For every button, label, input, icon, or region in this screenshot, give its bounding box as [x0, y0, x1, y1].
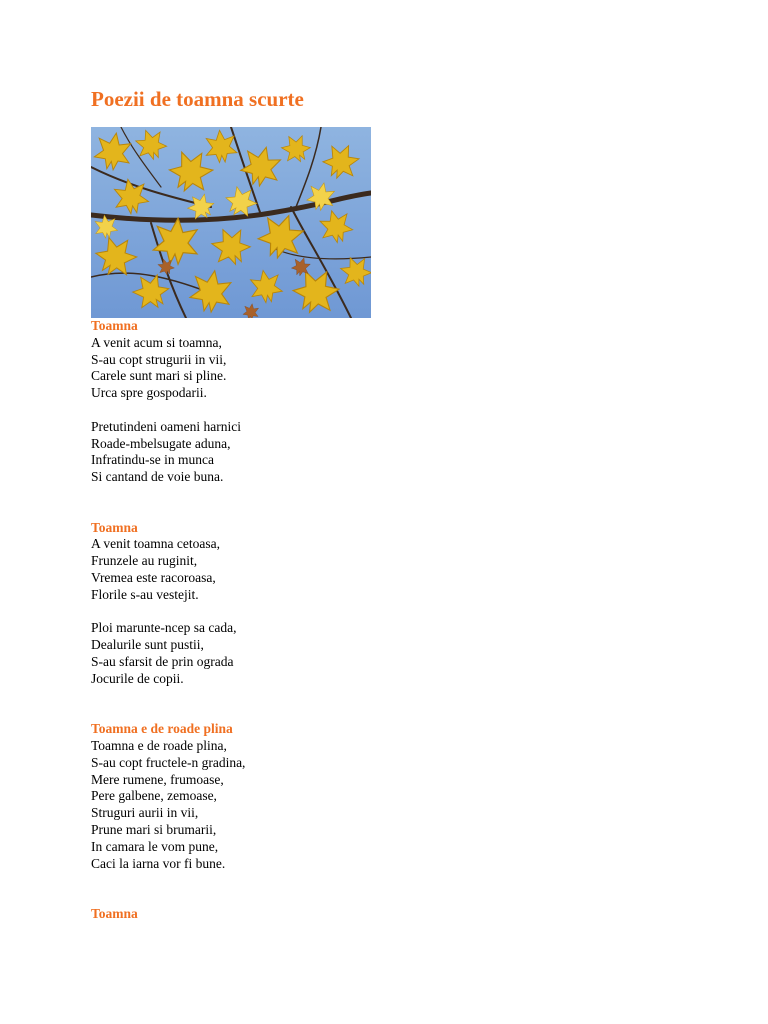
poem-line: Mere rumene, frumoase, [91, 771, 224, 787]
poem-line: Pretutindeni oameni harnici [91, 418, 241, 434]
poem-line: Infratindu-se in munca [91, 452, 214, 468]
poem-line: Vremea este racoroasa, [91, 569, 216, 585]
poem-line: Urca spre gospodarii. [91, 385, 207, 401]
poem-line: S-au copt strugurii in vii, [91, 351, 227, 367]
poem-line: Pere galbene, zemoase, [91, 788, 217, 804]
poem-separator [91, 688, 691, 722]
page-title: Poezii de toamna scurte [91, 87, 304, 111]
poem-line: A venit toamna cetoasa, [91, 536, 220, 552]
poem-line: Si cantand de voie buna. [91, 469, 224, 485]
poem-line: In camara le vom pune, [91, 838, 219, 854]
poem-line: Struguri aurii in vii, [91, 805, 199, 821]
poem [91, 318, 691, 486]
poem-separator [91, 486, 691, 520]
poem-separator [91, 872, 691, 906]
poem-line: Ploi marunte-ncep sa cada, [91, 620, 237, 636]
autumn-leaves-photo-icon [91, 127, 371, 318]
poem-line: Roade-mbelsugate aduna, [91, 435, 231, 451]
poem-line: Caci la iarna vor fi bune. [91, 855, 226, 871]
stanza-separator [91, 402, 691, 419]
poem-title: Toamna [91, 905, 138, 921]
poem-line: Toamna e de roade plina, [91, 737, 227, 753]
poem-line: Prune mari si brumarii, [91, 821, 217, 837]
poem-line: S-au copt fructele-n gradina, [91, 754, 246, 770]
stanza-separator [91, 604, 691, 621]
poem-line: Frunzele au ruginit, [91, 553, 198, 569]
poem-line: A venit acum si toamna, [91, 334, 222, 350]
poem [91, 520, 691, 688]
poem-line: Carele sunt mari si pline. [91, 368, 227, 384]
poem [91, 906, 691, 923]
poem [91, 721, 691, 872]
poems-container [91, 318, 691, 923]
poem-line: Jocurile de copii. [91, 670, 184, 686]
poem-line: Florile s-au vestejit. [91, 586, 199, 602]
poem-title: Toamna [91, 318, 138, 333]
poem-line: Dealurile sunt pustii, [91, 637, 204, 653]
poem-title: Toamna [91, 519, 138, 535]
poem-title: Toamna e de roade plina [91, 721, 233, 737]
poem-line: S-au sfarsit de prin ograda [91, 653, 234, 669]
